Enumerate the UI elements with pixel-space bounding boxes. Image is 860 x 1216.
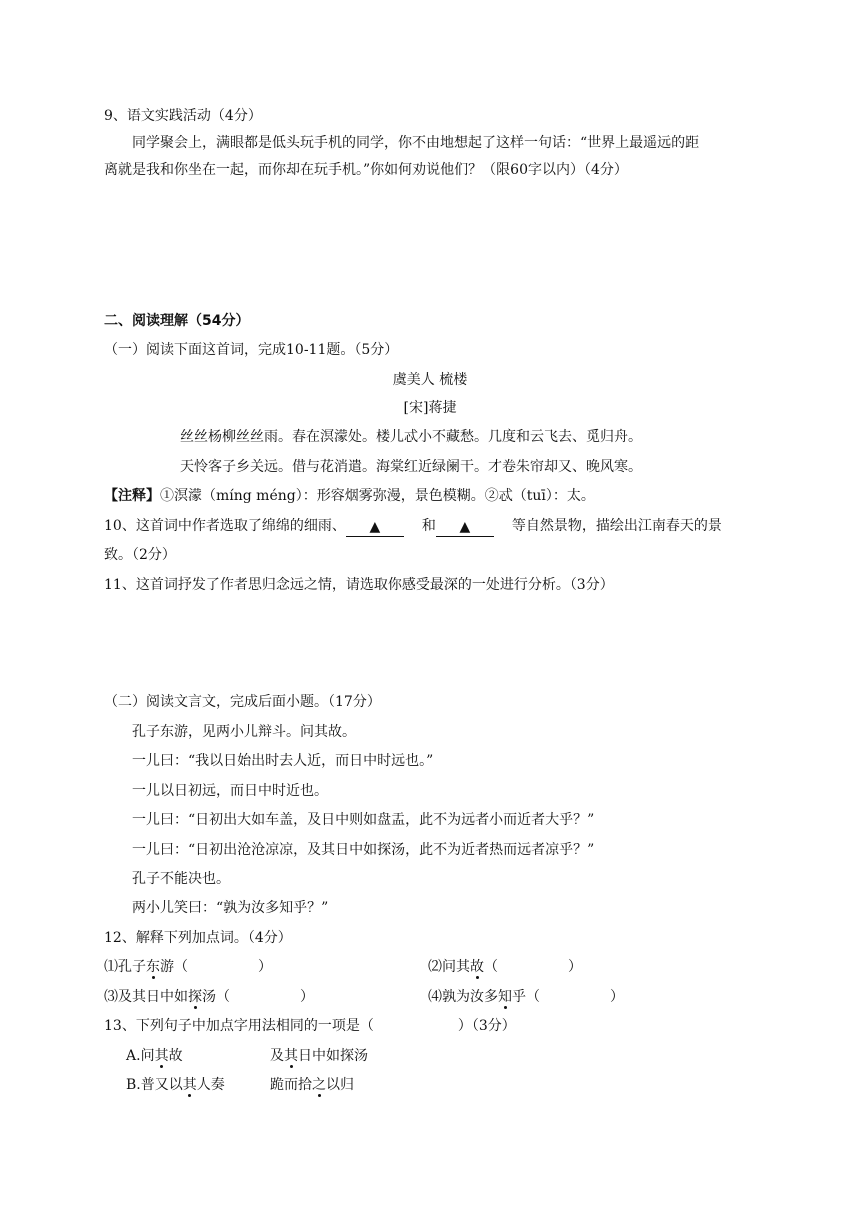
q9-line-1: 同学聚会上，满眼都是低头玩手机的同学，你不由地想起了这样一句话：“世界上最遥远的距 bbox=[132, 135, 700, 151]
q13-option-b-second: 跪而拾之以归 bbox=[270, 1077, 354, 1093]
poem-title: 虞美人 梳楼 bbox=[392, 372, 468, 388]
classical-line-7: 两小儿笑曰：“孰为汝多知乎？” bbox=[132, 900, 329, 916]
q10-blank-1[interactable]: ▲ bbox=[346, 518, 404, 537]
classical-line-2: 一儿曰：“我以日始出时去人近，而日中时远也。” bbox=[132, 753, 434, 769]
q12-item-4-dotted: 知 bbox=[498, 989, 512, 1005]
q10-line-2: 致。（2分） bbox=[104, 547, 176, 563]
q10-text-a: 10、这首词中作者选取了绵绵的细雨、 bbox=[104, 518, 346, 534]
classical-line-3: 一儿以日初远，而日中时近也。 bbox=[132, 783, 328, 799]
q10-line-1 bbox=[104, 516, 722, 536]
note-label: 【注释】 bbox=[104, 488, 160, 504]
q13-a1-dotted: 其 bbox=[154, 1048, 169, 1064]
poem-line-1: 丝丝杨柳丝丝雨。春在溟濛处。楼儿忒小不藏愁。几度和云飞去、觅归舟。 bbox=[180, 429, 642, 445]
q11-text: 11、这首词抒发了作者思归念远之情，请选取你感受最深的一处进行分析。（3分） bbox=[104, 577, 614, 593]
note-text: ①溟濛（míng méng）：形容烟雾弥漫，景色模糊。②忒（tuī）：太。 bbox=[160, 488, 595, 504]
poem-author: [宋]蒋捷 bbox=[403, 400, 457, 416]
q13-option-a-label: A. bbox=[126, 1048, 141, 1064]
q9-line-2: 离就是我和你坐在一起，而你却在玩手机。”你如何劝说他们？（限60字以内）（4分） bbox=[104, 162, 628, 178]
q13-b2-dotted: 之 bbox=[312, 1077, 326, 1093]
q12-item-3: ⑶及其日中如探汤（ ） bbox=[104, 989, 314, 1005]
q9-heading: 9、语文实践活动（4分） bbox=[104, 108, 262, 124]
q13-option-b-label: B. bbox=[126, 1077, 141, 1093]
part1-intro: （一）阅读下面这首词，完成10-11题。（5分） bbox=[104, 342, 399, 358]
q12-heading: 12、解释下列加点词。（4分） bbox=[104, 930, 292, 946]
q13-heading: 13、下列句子中加点字用法相同的一项是（ ）（3分） bbox=[104, 1018, 516, 1034]
q12-item-2: ⑵问其故（ ） bbox=[428, 959, 582, 975]
classical-line-4: 一儿曰：“日初出大如车盖，及日中则如盘盂，此不为远者小而近者大乎？” bbox=[132, 812, 595, 828]
poem-line-2: 天怜客子乡关远。借与花消遣。海棠红近绿阑干。才卷朱帘却又、晚风寒。 bbox=[180, 459, 642, 475]
poem-note bbox=[104, 486, 595, 506]
q12-item-4: ⑷孰为汝多知乎（ ） bbox=[428, 989, 624, 1005]
q12-item-3-dotted: 探 bbox=[188, 989, 202, 1005]
q13-option-a-second: 及其日中如探汤 bbox=[270, 1048, 368, 1064]
q12-item-1-dotted: 东 bbox=[146, 959, 160, 975]
classical-line-5: 一儿曰：“日初出沧沧凉凉，及其日中如探汤，此不为近者热而远者凉乎？” bbox=[132, 842, 595, 858]
part2-intro: （二）阅读文言文，完成后面小题。（17分） bbox=[104, 694, 381, 710]
q10-text-and: 和 bbox=[421, 518, 436, 534]
classical-line-1: 孔子东游，见两小儿辩斗。问其故。 bbox=[132, 724, 356, 740]
q12-item-1: ⑴孔子东游（ ） bbox=[104, 959, 272, 975]
q13-b1-dotted: 其 bbox=[182, 1077, 197, 1093]
q13-a2-dotted: 其 bbox=[284, 1048, 298, 1064]
q10-text-b: 等自然景物，描绘出江南春天的景 bbox=[511, 518, 722, 534]
section-title: 二、阅读理解（54分） bbox=[104, 313, 250, 329]
q12-item-2-dotted: 故 bbox=[470, 959, 484, 975]
q13-option-b[interactable]: B.普又以其人奏 bbox=[126, 1077, 225, 1093]
q10-blank-2[interactable]: ▲ bbox=[436, 518, 494, 537]
q13-option-a[interactable]: A.问其故 bbox=[126, 1048, 183, 1064]
classical-line-6: 孔子不能决也。 bbox=[132, 871, 230, 887]
